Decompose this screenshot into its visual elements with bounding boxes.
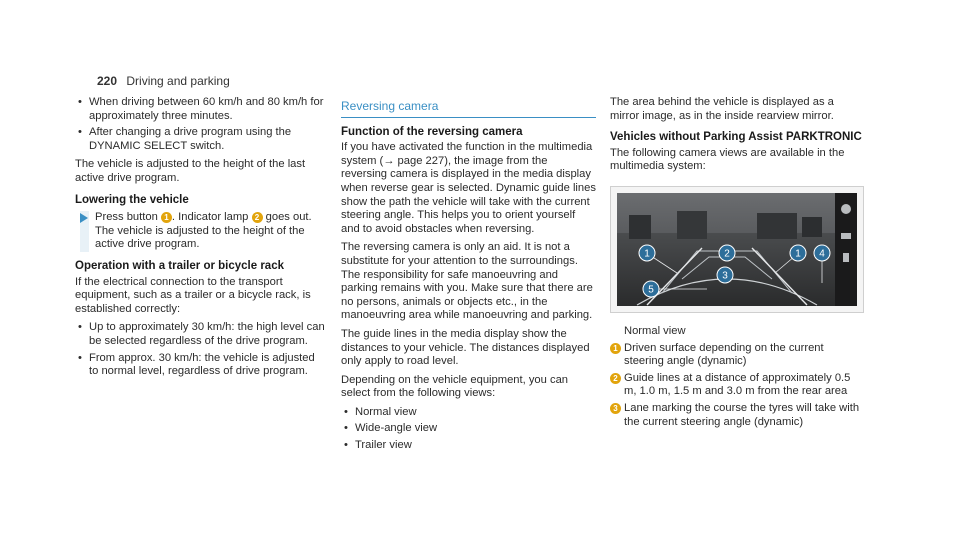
legend-item xyxy=(610,372,865,399)
legend-title: Normal view xyxy=(624,324,686,337)
paragraph-trailer: If the electrical connection to the transport equipment, such as a trailer or a bicycle rack, is established correctly: xyxy=(75,275,311,315)
paragraph-guide-lines: The guide lines in the media display show the distances to your vehicle. The distances displayed only apply to road level. xyxy=(341,327,590,368)
views-list xyxy=(341,406,596,453)
paragraph-adjusted: The vehicle is adjusted to the height of the last active drive program. xyxy=(75,158,306,184)
svg-text:2: 2 xyxy=(724,248,730,260)
list-item: • After changing a drive program using the DYNAMIC SELECT switch. xyxy=(75,126,325,153)
step-arrow-icon xyxy=(80,213,88,223)
car-icon xyxy=(841,233,851,239)
svg-text:4: 4 xyxy=(819,248,825,260)
heading-trailer: Operation with a trailer or bicycle rack xyxy=(75,259,284,272)
camera-icon xyxy=(841,204,851,214)
heading-lowering: Lowering the vehicle xyxy=(75,193,189,206)
legend-text: Lane marking the course the tyres will take with the current steering angle (dynamic) xyxy=(624,401,860,428)
heading-parktronic: Vehicles without Parking Assist PARKTRONIC xyxy=(610,131,862,144)
image-marker-2 xyxy=(719,245,735,261)
paragraph-function: If you have activated the function in the multimedia system (→ page 227), the image from the reversing camera is displayed in the media display when reverse gear is selected. Dynamic guide lines show the path the vehicle will take with the current steering angle. This helps you to orient yourself and to avoid obstacles when reversing. xyxy=(341,141,596,235)
heading-function: Function of the reversing camera xyxy=(341,125,523,138)
parking-icon xyxy=(843,253,849,262)
column-right xyxy=(610,96,865,432)
legend-text: Guide lines at a distance of approximately 0.5 m, 1.0 m, 1.5 m and 3.0 m from the rear area xyxy=(624,371,851,398)
bullet-list-trailer xyxy=(75,321,325,378)
number-badge: 3 xyxy=(610,403,621,414)
page-header xyxy=(97,75,230,89)
column-middle xyxy=(341,96,596,458)
instruction-step xyxy=(75,211,325,252)
camera-view-image xyxy=(610,186,864,313)
number-badge-2: 2 xyxy=(252,212,263,223)
svg-text:3: 3 xyxy=(722,270,728,282)
number-badge: 1 xyxy=(610,343,621,354)
number-badge-1: 1 xyxy=(161,212,172,223)
legend-item xyxy=(610,342,865,369)
bullet-list-conditions xyxy=(75,96,325,153)
svg-text:5: 5 xyxy=(648,284,654,296)
image-marker-3 xyxy=(717,267,733,283)
section-title: Driving and parking xyxy=(126,74,230,88)
list-item: • Wide-angle view xyxy=(341,422,596,436)
list-item: • Normal view xyxy=(341,406,596,420)
list-item: • Trailer view xyxy=(341,439,596,453)
svg-text:1: 1 xyxy=(644,248,650,260)
legend-item xyxy=(610,402,865,429)
legend-text: Driven surface depending on the current steering angle (dynamic) xyxy=(624,341,824,368)
step-text-post: goes out. The vehicle is adjusted to the height of the active drive program. xyxy=(95,211,312,251)
svg-text:1: 1 xyxy=(795,248,801,260)
page-number: 220 xyxy=(97,74,118,88)
step-text-mid: . Indicator lamp xyxy=(171,211,249,224)
paragraph-mirror: The area behind the vehicle is displayed as a mirror image, as in the inside rearview mirror. xyxy=(610,96,834,122)
camera-screen xyxy=(617,193,857,306)
section-heading-reversing: Reversing camera xyxy=(341,100,596,118)
list-item: • When driving between 60 km/h and 80 km/h for approximately three minutes. xyxy=(75,96,325,123)
list-item: • From approx. 30 km/h: the vehicle is adjusted to normal level, regardless of drive program. xyxy=(75,352,325,379)
list-item: • Up to approximately 30 km/h: the high level can be selected regardless of the drive program. xyxy=(75,321,325,348)
paragraph-following: The following camera views are available in the multimedia system: xyxy=(610,146,845,173)
paragraph-depending: Depending on the vehicle equipment, you can select from the following views: xyxy=(341,373,569,400)
figure-legend xyxy=(610,325,865,429)
column-left xyxy=(75,96,325,384)
number-badge: 2 xyxy=(610,373,621,384)
step-text-pre: Press button xyxy=(95,211,158,224)
paragraph-aid: The reversing camera is only an aid. It is not a substitute for your attention to the surroundings. The responsibility for safe manoeuvring and parking remains with you. Make sure that there are no persons, animals or objects etc., in the manoeuvring area while manoeuvring and parking. xyxy=(341,241,593,322)
